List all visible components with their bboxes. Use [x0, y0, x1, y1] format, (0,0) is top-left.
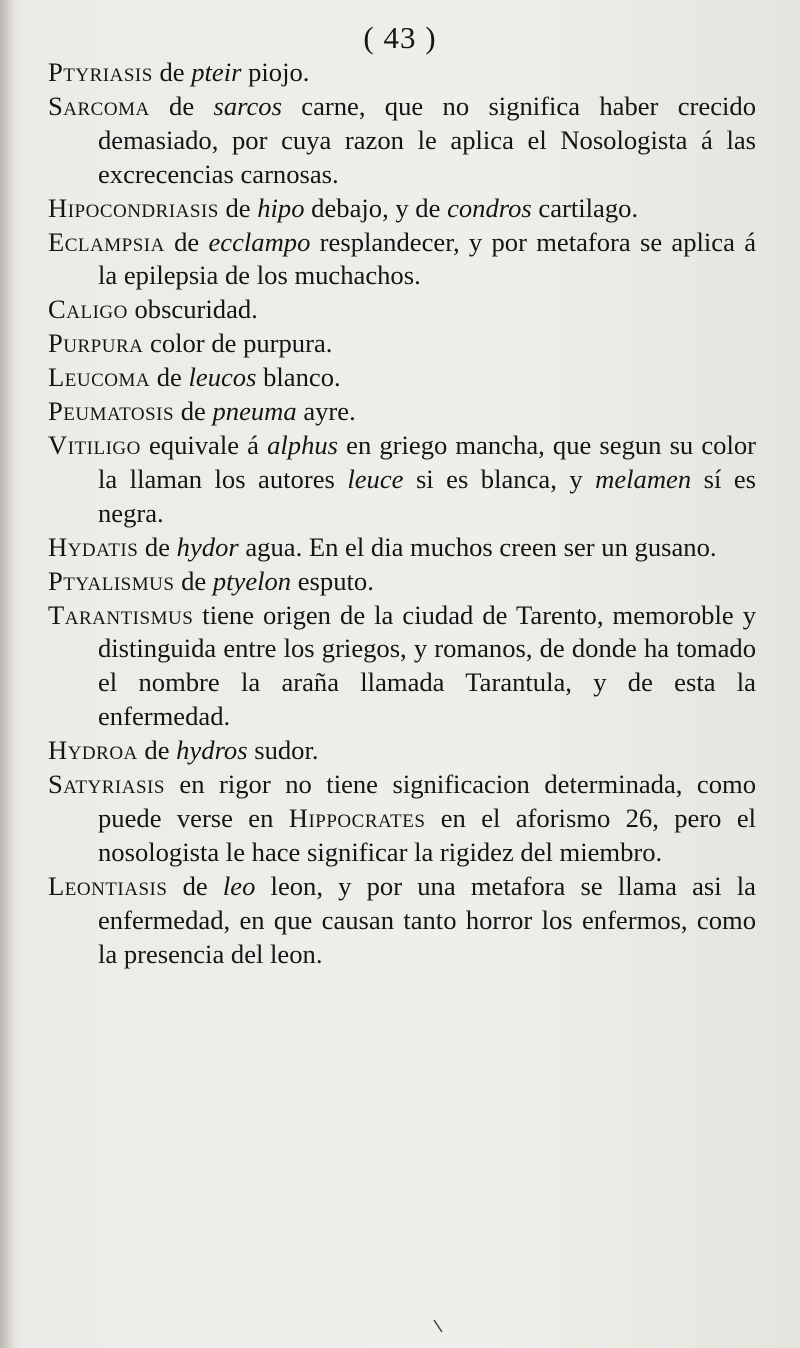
- glossary-entry: [48, 361, 756, 395]
- entry-text: de: [150, 362, 189, 393]
- entry-etymon: alphus: [267, 429, 339, 460]
- printer-mark-icon: [432, 1318, 444, 1334]
- entry-etymon: ecclampo: [208, 226, 311, 257]
- entry-term: Hydroa: [48, 735, 138, 766]
- entry-definition: obscuridad.: [127, 294, 258, 325]
- entry-term: Leontiasis: [48, 870, 168, 901]
- glossary-entry: [48, 870, 756, 972]
- entry-etymon: pteir: [191, 57, 242, 87]
- entry-text: de: [152, 57, 192, 87]
- glossary-entry: [48, 293, 756, 327]
- entry-definition: en rigor no tiene significacion determinada, como puede verse en: [98, 769, 756, 833]
- entry-author-name: Hippocrates: [288, 802, 426, 833]
- entry-etymon: melamen: [595, 463, 692, 494]
- entry-definition: blanco.: [256, 362, 341, 393]
- glossary-entry: [48, 90, 756, 192]
- entry-term: Hipocondriasis: [48, 192, 219, 223]
- page-gutter-shadow: [0, 0, 14, 1348]
- entry-definition: carne, que no significa haber crecido demasiado, por cuya razon le aplica el Nosologista á las excrecencias carnosas.: [98, 90, 756, 189]
- entry-definition: sí es negra.: [98, 463, 756, 528]
- entry-definition: esputo.: [291, 565, 374, 596]
- entry-etymon: leucos: [188, 362, 257, 393]
- entry-text: de: [164, 226, 209, 257]
- entry-definition: piojo.: [241, 57, 310, 87]
- entry-etymon: hipo: [257, 192, 305, 223]
- entry-etymon: condros: [447, 192, 532, 223]
- entry-etymon: leuce: [347, 463, 404, 494]
- entry-etymon: pneuma: [212, 396, 297, 427]
- entry-text: equivale á: [140, 429, 268, 460]
- entry-etymon: sarcos: [213, 90, 282, 121]
- entry-term: Purpura: [48, 328, 144, 359]
- page-number: ( 43 ): [363, 20, 437, 55]
- entry-definition: cartilago.: [531, 192, 639, 223]
- entry-definition: color de purpura.: [143, 328, 333, 359]
- entry-term: Sarcoma: [48, 90, 150, 121]
- entry-term: Vitiligo: [48, 429, 141, 460]
- entry-definition: resplandecer, y por metafora se aplica á la epilepsia de los muchachos.: [98, 226, 756, 291]
- entry-text: de: [174, 396, 213, 427]
- entry-etymon: hydros: [176, 735, 248, 766]
- entry-term: Satyriasis: [48, 769, 165, 800]
- entry-term: Hydatis: [48, 531, 139, 562]
- glossary-entry: [48, 565, 756, 599]
- entry-etymon: leo: [222, 870, 256, 901]
- entry-text: de: [138, 531, 177, 562]
- entry-text: de: [149, 90, 214, 121]
- entry-text: de: [174, 565, 213, 596]
- entry-text: de: [218, 192, 258, 223]
- entry-term: Tarantismus: [48, 599, 194, 630]
- entry-definition: tiene origen de la ciudad de Tarento, memoroble y distinguida entre los griegos, y romanos, de donde ha tomado el nombre la araña llamada Tarantula, y de esta la enfermedad.: [98, 599, 756, 732]
- entry-term: Ptyalismus: [48, 565, 175, 596]
- glossary-entry: [48, 395, 756, 429]
- entry-text: de: [167, 870, 223, 901]
- entry-definition: agua. En el dia muchos creen ser un gusano.: [238, 531, 717, 562]
- glossary-entry: [48, 531, 756, 565]
- entry-text: si es blanca, y: [403, 463, 596, 494]
- entry-term: Ptyriasis: [48, 57, 153, 87]
- entry-term: Caligo: [48, 294, 128, 325]
- glossary-entry: [48, 226, 756, 294]
- entry-term: Leucoma: [48, 362, 151, 393]
- entry-term: Peumatosis: [48, 396, 175, 427]
- glossary-entries: [48, 56, 756, 971]
- glossary-entry: [48, 429, 756, 531]
- entry-definition: sudor.: [247, 735, 319, 766]
- glossary-entry: [48, 768, 756, 870]
- entry-text: en griego mancha, que segun su color la llaman los autores: [98, 429, 756, 494]
- entry-definition: en el aforismo 26, pero el nosologista le hace significar la rigidez del miembro.: [98, 802, 757, 867]
- entry-etymon: hydor: [176, 531, 239, 562]
- glossary-entry: [48, 192, 756, 226]
- entry-definition: leon, y por una metafora se llama asi la enfermedad, en que causan tanto horror los enfermos, como la presencia del leon.: [98, 870, 756, 969]
- glossary-entry: [48, 56, 756, 90]
- entry-definition: ayre.: [296, 396, 356, 427]
- entry-text: debajo, y de: [304, 192, 448, 223]
- glossary-entry: [48, 327, 756, 361]
- entry-term: Eclampsia: [48, 226, 165, 257]
- entry-etymon: ptyelon: [212, 565, 292, 596]
- glossary-entry: [48, 734, 756, 768]
- glossary-entry: [48, 599, 756, 735]
- entry-text: de: [137, 735, 177, 766]
